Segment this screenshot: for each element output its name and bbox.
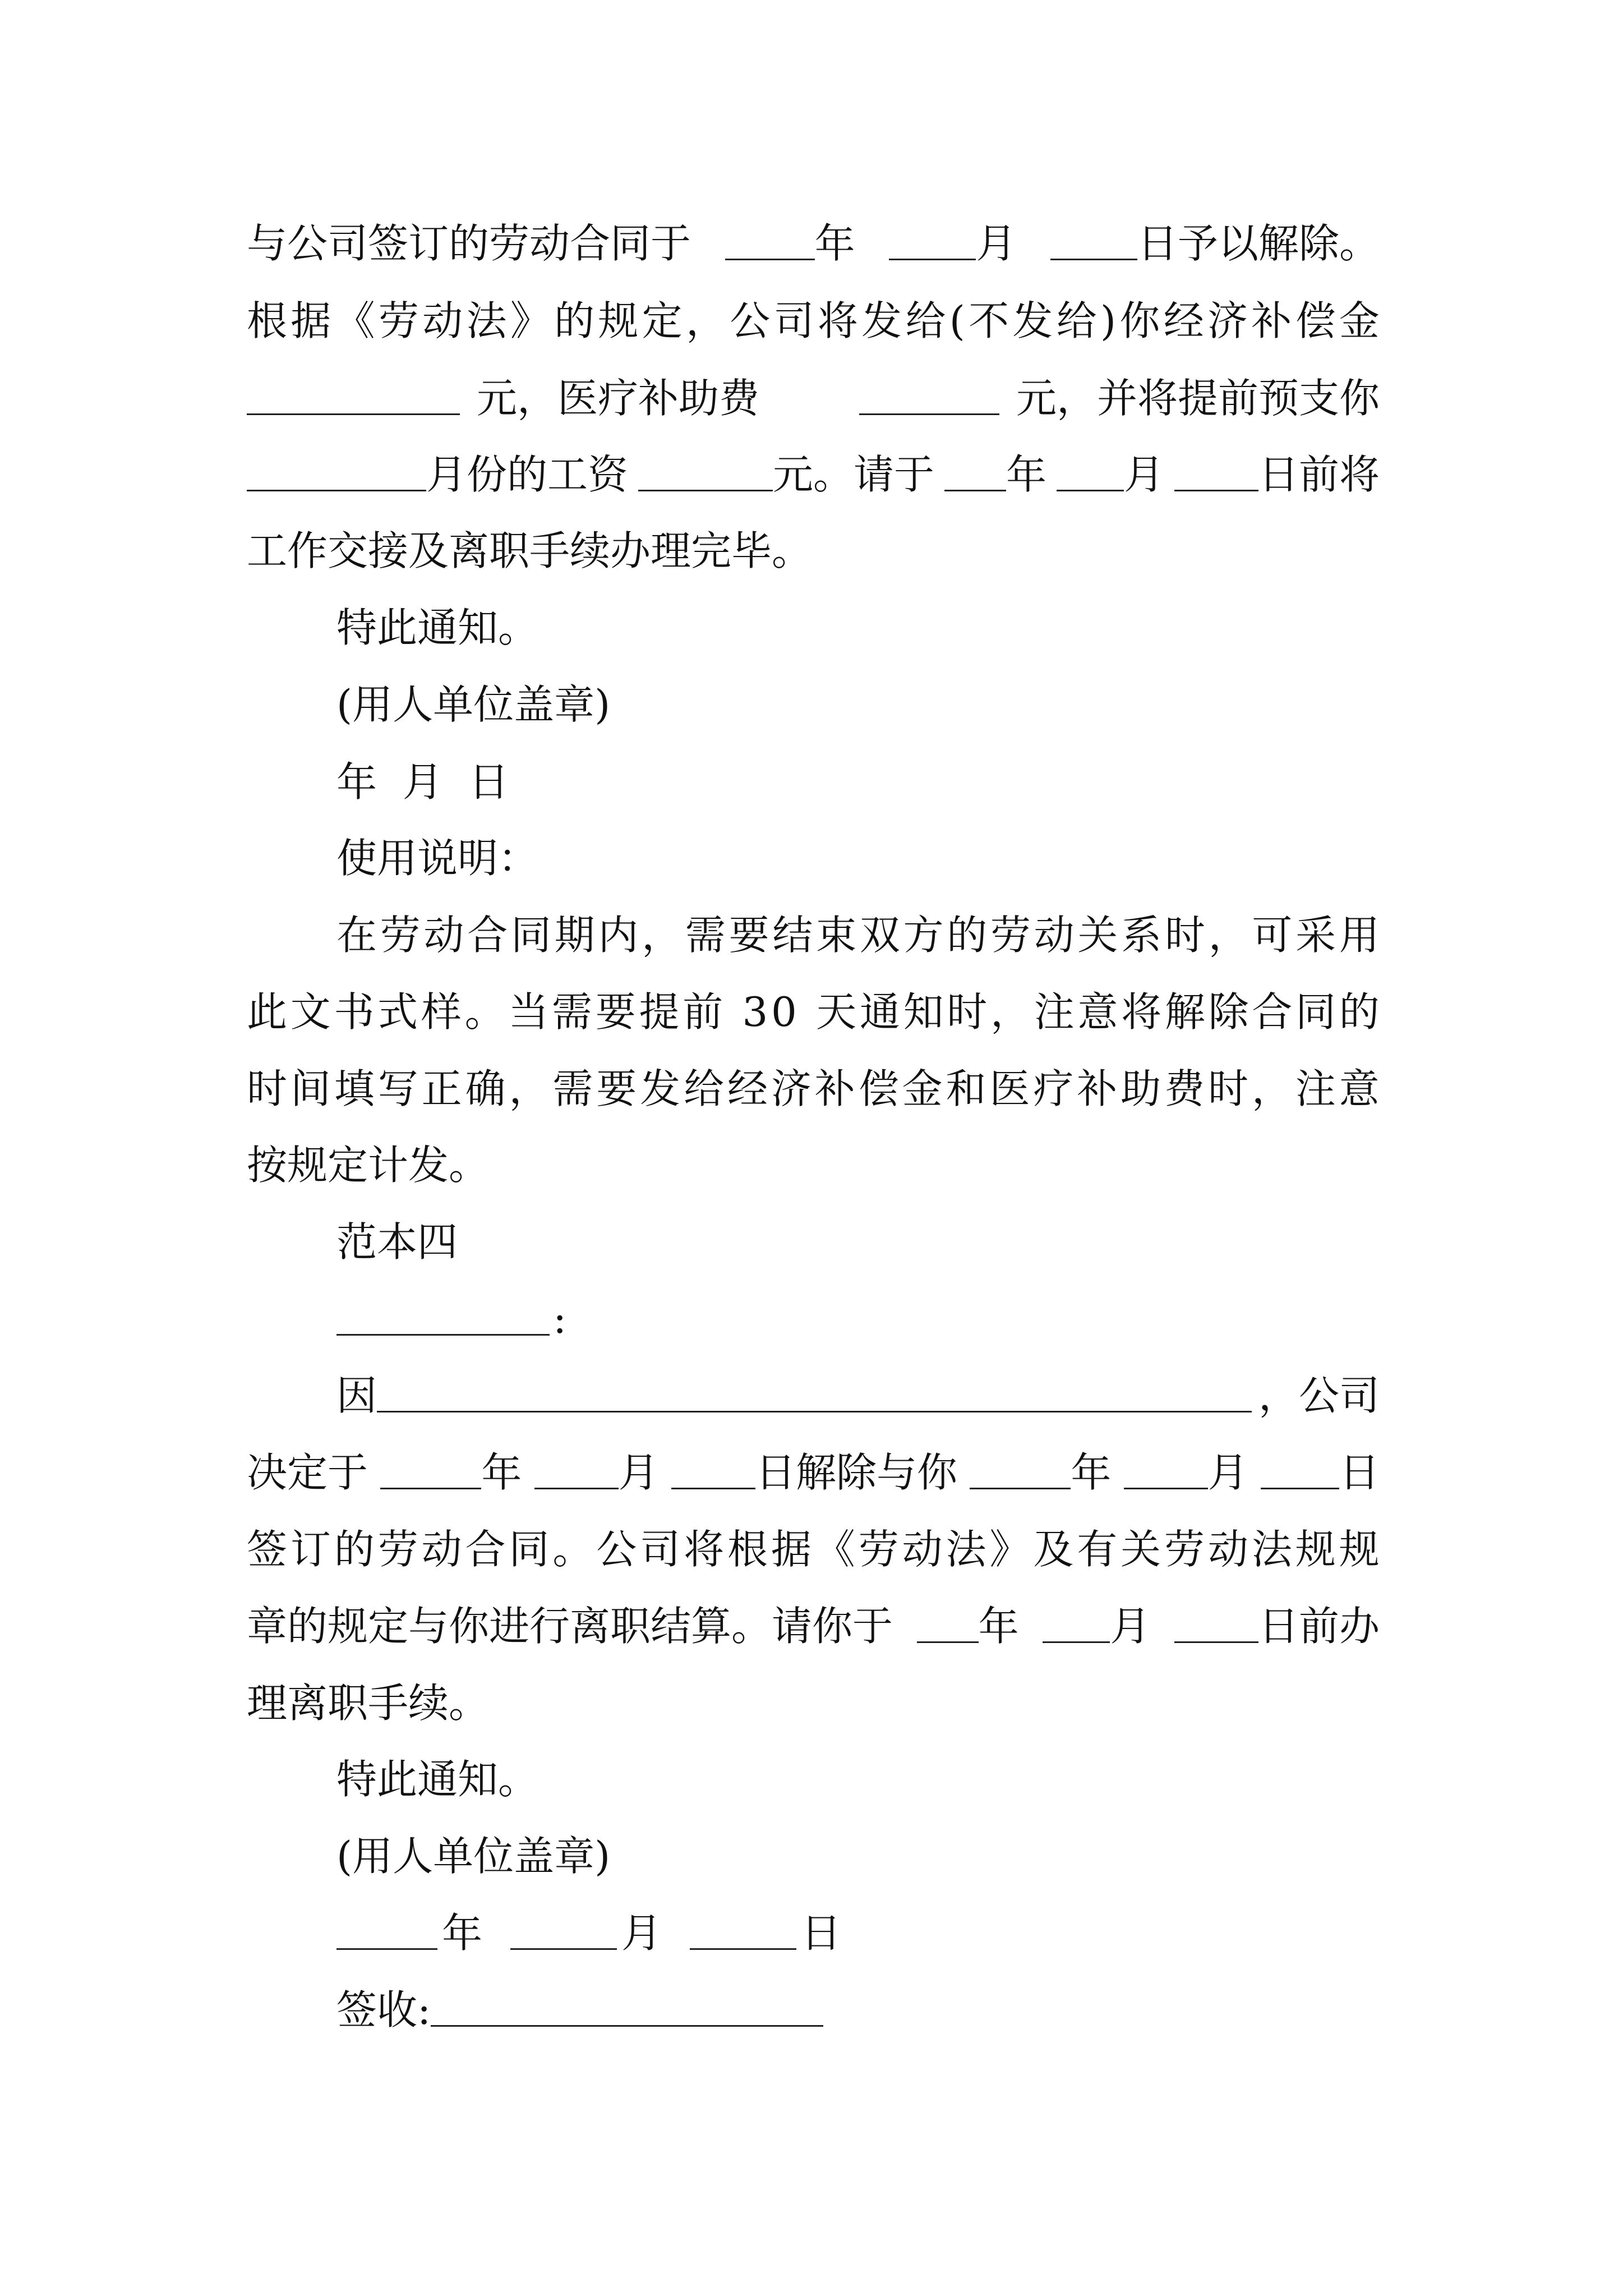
text-char: 同 (1295, 988, 1336, 1036)
text-segment: 决定于 (247, 1449, 368, 1496)
text-char: 需 (685, 912, 726, 959)
fill-blank (671, 1488, 755, 1489)
text-char: 可 (1252, 912, 1293, 959)
text-line (247, 1513, 1380, 1573)
date-line (336, 1897, 1380, 1957)
text-char: 动 (1034, 912, 1075, 959)
text-char: 合 (1252, 988, 1293, 1036)
text-char: 规 (598, 297, 639, 344)
text-char: 注 (1034, 988, 1075, 1036)
text-char: 疗 (1033, 1065, 1074, 1112)
fill-blank (889, 259, 976, 260)
text-segment: 月 (1123, 451, 1164, 498)
text-char: 法 (466, 297, 507, 344)
text-char: 的 (554, 297, 595, 344)
text-segment: 月 (976, 220, 1017, 267)
text-char: 时 (1207, 1065, 1248, 1112)
text-char: 劳 (378, 297, 419, 344)
text-char: 偿 (1295, 297, 1336, 344)
text-char: 金 (1339, 297, 1380, 344)
text-char: 期 (554, 912, 595, 959)
text-segment: 与公司签订的劳动合同于 (247, 220, 691, 267)
text-char: 助 (1121, 1065, 1161, 1112)
text-segment: 日 (1339, 1449, 1380, 1496)
text-segment: 理离职手续。 (247, 1680, 490, 1727)
text-char: 用 (1339, 912, 1380, 959)
text-char: 司 (773, 297, 814, 344)
text-char: 及 (1033, 1526, 1074, 1573)
fill-blank (1174, 490, 1258, 491)
text-char: 天 (816, 988, 857, 1036)
text-segment: 特此通知。 (336, 604, 539, 651)
text-char: 经 (1163, 297, 1204, 344)
text-char: 注 (1295, 1065, 1336, 1112)
text-segment: 使用说明： (336, 835, 539, 882)
text-char: 意 (1339, 1065, 1380, 1112)
text-char: 发 (640, 1065, 681, 1112)
text-line (247, 976, 1380, 1036)
fill-blank (1043, 1641, 1110, 1643)
text-char: ( (949, 297, 965, 344)
fill-blank (725, 259, 815, 260)
text-segment: 年 (481, 1449, 522, 1496)
text-char: 动 (422, 297, 463, 344)
fill-blank (377, 1411, 1252, 1412)
text-segment: (用人单位盖章) (336, 1833, 611, 1880)
text-char: 司 (640, 1526, 681, 1573)
text-char (800, 992, 813, 1032)
section-heading (336, 1206, 1380, 1266)
text-char: ， (1251, 1065, 1292, 1112)
text-char: 给 (1056, 297, 1097, 344)
text-segment: 日 (801, 1910, 842, 1957)
text-char: 据 (771, 1526, 811, 1573)
text-char: 意 (1077, 988, 1118, 1036)
text-char: 同 (509, 1526, 550, 1573)
text-char: 劳 (377, 1526, 418, 1573)
text-char: 公 (730, 297, 771, 344)
text-segment: 月 (618, 1449, 659, 1496)
text-char: 当 (508, 988, 549, 1036)
text-segment: 年 (978, 1603, 1019, 1650)
text-segment: 年 (1006, 451, 1046, 498)
text-char: 时 (247, 1065, 288, 1112)
text-segment: 特此通知。 (336, 1756, 539, 1803)
text-char: 给 (684, 1065, 725, 1112)
text-segment: : (553, 1295, 567, 1342)
text-line (336, 899, 1380, 959)
fill-blank (534, 1488, 619, 1489)
fill-blank (1057, 490, 1124, 491)
text-char: 。 (552, 1526, 593, 1573)
text-char: 通 (859, 988, 900, 1036)
text-segment: 日解除与你 (755, 1449, 957, 1496)
fill-blank (1261, 1488, 1339, 1489)
text-char: 订 (290, 1526, 331, 1573)
text-line (247, 1590, 1380, 1650)
text-char: 》 (510, 297, 551, 344)
text-segment: 年 (442, 1910, 483, 1957)
text-line (247, 1129, 1380, 1189)
text-char: 式 (377, 988, 418, 1036)
text-line (247, 362, 1380, 422)
text-char: 经 (727, 1065, 768, 1112)
text-char: 签 (247, 1526, 288, 1573)
text-char: 法 (1251, 1526, 1292, 1573)
text-char: 《 (334, 297, 375, 344)
text-line (247, 515, 1380, 574)
text-char (726, 992, 739, 1032)
text-char: 公 (596, 1526, 637, 1573)
text-char: 要 (595, 988, 636, 1036)
text-line (336, 669, 1380, 728)
fill-blank (917, 1641, 979, 1643)
text-segment: 元，医疗补助费 (477, 375, 760, 422)
text-char: 法 (946, 1526, 986, 1573)
text-char: 有 (1077, 1526, 1118, 1573)
text-char: 书 (334, 988, 375, 1036)
text-char: 解 (1164, 988, 1205, 1036)
text-char: 规 (1295, 1526, 1336, 1573)
text-line (247, 1437, 1380, 1496)
text-line (336, 1283, 1380, 1342)
text-line (247, 285, 1380, 344)
text-segment: 月 (1207, 1449, 1248, 1496)
text-segment: 月份的工资 (426, 451, 629, 498)
text-segment: 日前将 (1258, 451, 1380, 498)
fill-blank (380, 1488, 481, 1489)
text-segment: 工作交接及离职手续办理完毕。 (247, 527, 813, 574)
text-char: 此 (247, 988, 288, 1036)
text-char: 济 (1207, 297, 1248, 344)
text-char: 动 (902, 1526, 943, 1573)
text-segment: 年 (1071, 1449, 1112, 1496)
text-line (336, 1360, 1380, 1419)
fill-blank (690, 1948, 796, 1950)
text-char: ， (1208, 912, 1249, 959)
text-char: 动 (1207, 1526, 1248, 1573)
text-char: 结 (772, 912, 813, 959)
text-char: 。 (464, 988, 505, 1036)
text-char: 发 (1012, 297, 1053, 344)
text-char: ， (509, 1065, 550, 1112)
fill-blank (944, 490, 1006, 491)
text-char: 知 (903, 988, 944, 1036)
text-char: 采 (1295, 912, 1336, 959)
text-char: 将 (684, 1526, 725, 1573)
text-char: 根 (247, 297, 288, 344)
text-line (336, 1820, 1380, 1880)
text-char: 前 (683, 988, 723, 1036)
text-char: 时 (1164, 912, 1205, 959)
text-char: 双 (859, 912, 900, 959)
text-char: 的 (1339, 988, 1380, 1036)
text-char: 需 (552, 988, 593, 1036)
text-char: ) (1100, 297, 1117, 344)
text-segment: 章的规定与你进行离职结算。请你于 (247, 1603, 893, 1650)
text-char: 给 (905, 297, 946, 344)
text-char: 的 (334, 1526, 375, 1573)
text-char: 合 (467, 912, 508, 959)
text-char: 《 (814, 1526, 855, 1573)
text-char: 劳 (858, 1526, 899, 1573)
text-segment: 日予以解除。 (1137, 220, 1380, 267)
text-char: 关 (1077, 912, 1118, 959)
text-line (247, 208, 1380, 267)
fill-blank (859, 413, 999, 415)
text-char: 和 (946, 1065, 986, 1112)
fill-blank (247, 490, 426, 491)
text-char: 正 (421, 1065, 462, 1112)
text-segment: 签收: (336, 1986, 431, 2033)
text-char: 将 (1121, 988, 1162, 1036)
text-char: 劳 (990, 912, 1031, 959)
text-char: 不 (969, 297, 1009, 344)
text-char: 规 (1339, 1526, 1380, 1573)
text-char: 束 (816, 912, 857, 959)
text-char: 确 (465, 1065, 506, 1112)
text-char: 动 (423, 912, 464, 959)
text-char: 金 (902, 1065, 943, 1112)
text-segment: (用人单位盖章) (336, 681, 611, 728)
text-char: 补 (1077, 1065, 1118, 1112)
text-char: 医 (989, 1065, 1030, 1112)
text-char: 将 (817, 297, 858, 344)
text-char: 》 (989, 1526, 1030, 1573)
text-segment: 月 (621, 1910, 662, 1957)
signature-line (336, 1974, 1380, 2033)
document-page (247, 0, 1380, 2296)
text-char: 内 (598, 912, 639, 959)
text-char: 方 (903, 912, 944, 959)
text-char: 发 (861, 297, 902, 344)
text-char: 济 (771, 1065, 811, 1112)
text-char: 系 (1121, 912, 1162, 959)
text-segment: 日前办 (1258, 1603, 1380, 1650)
text-char: 要 (596, 1065, 637, 1112)
text-char: 劳 (1164, 1526, 1205, 1573)
text-line (247, 1053, 1380, 1112)
fill-blank (336, 1334, 550, 1336)
text-char: 在 (336, 912, 377, 959)
text-char: 据 (291, 297, 331, 344)
text-line (336, 592, 1380, 651)
text-char: 写 (377, 1065, 418, 1112)
text-segment: 按规定计发。 (247, 1142, 490, 1189)
text-char: 你 (1119, 297, 1160, 344)
fill-blank (638, 490, 773, 491)
text-segment: 元，并将提前预支你 (1016, 375, 1380, 422)
text-char: 需 (552, 1065, 593, 1112)
text-char: 3 (742, 988, 768, 1036)
text-char: ， (642, 912, 683, 959)
text-char: 根 (727, 1526, 768, 1573)
text-char: 时 (947, 988, 988, 1036)
text-segment: 月 (1110, 1603, 1151, 1650)
fill-blank (431, 2025, 823, 2027)
text-line (336, 822, 1380, 882)
text-char: 定 (642, 297, 683, 344)
text-segment: 范本四 (336, 1218, 458, 1266)
text-char: 样 (421, 988, 462, 1036)
text-char: 劳 (380, 912, 421, 959)
text-segment: 元。请于 (772, 451, 934, 498)
fill-blank (1174, 1641, 1258, 1643)
fill-blank (510, 1948, 617, 1950)
text-char: 文 (290, 988, 331, 1036)
text-segment: 因 (336, 1372, 377, 1419)
text-segment: 年 (814, 220, 855, 267)
text-line (247, 1667, 1380, 1727)
text-line (336, 1743, 1380, 1803)
fill-blank (336, 1948, 437, 1950)
text-char: 关 (1121, 1526, 1161, 1573)
text-line (247, 439, 1380, 498)
fill-blank (970, 1488, 1071, 1489)
text-char: ， (990, 988, 1031, 1036)
text-char: 合 (465, 1526, 506, 1573)
text-char: ， (685, 297, 726, 344)
text-char: 的 (947, 912, 988, 959)
text-char: 0 (771, 988, 797, 1036)
text-char: 除 (1208, 988, 1249, 1036)
text-char: 提 (639, 988, 680, 1036)
text-char: 费 (1164, 1065, 1205, 1112)
fill-blank (1124, 1488, 1208, 1489)
text-char: 偿 (858, 1065, 899, 1112)
text-char: 填 (334, 1065, 375, 1112)
fill-blank (1050, 259, 1137, 260)
text-char: 补 (814, 1065, 855, 1112)
text-char: 同 (510, 912, 551, 959)
text-line (336, 746, 1380, 806)
text-segment: 年 月 日 (336, 758, 509, 806)
text-char: 补 (1251, 297, 1292, 344)
text-char: 间 (290, 1065, 331, 1112)
text-char: 要 (728, 912, 769, 959)
text-segment: ，公司 (1258, 1372, 1380, 1419)
text-char: 动 (421, 1526, 462, 1573)
fill-blank (247, 413, 460, 415)
